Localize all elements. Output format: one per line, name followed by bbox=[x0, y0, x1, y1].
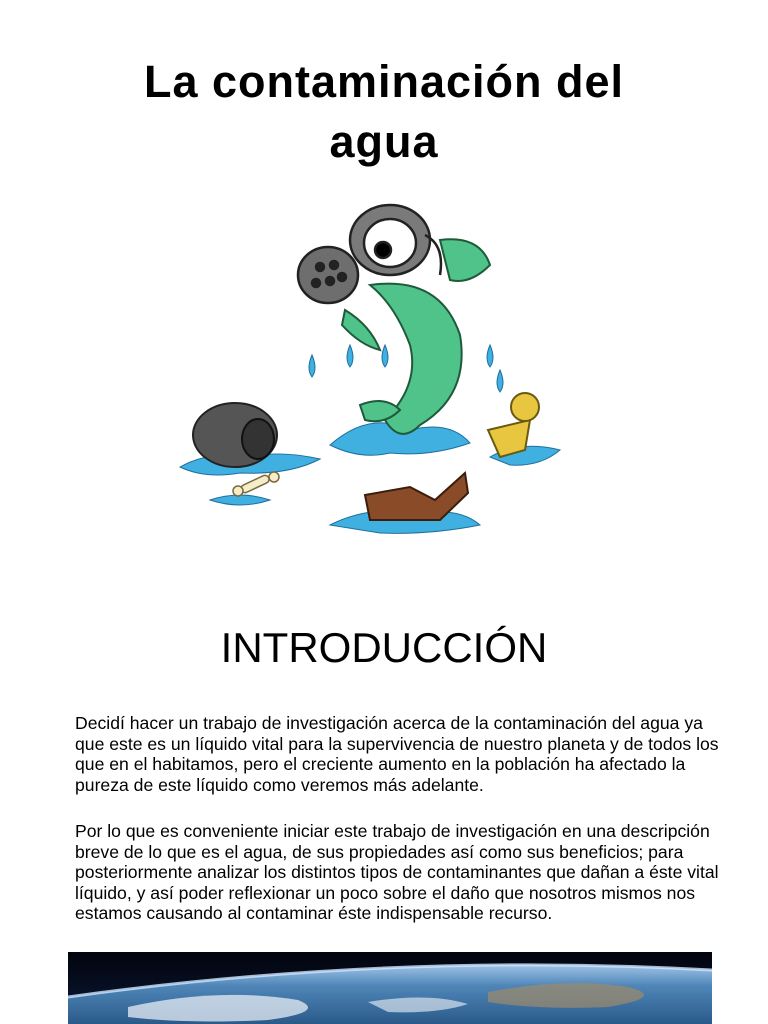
fish-icon bbox=[342, 239, 490, 434]
fish-gas-mask-illustration bbox=[170, 195, 570, 545]
bone-icon bbox=[233, 472, 279, 496]
intro-paragraph-2: Por lo que es conveniente iniciar este trabajo de investigación en una descripción breve de lo que es el agua, de sus propiedades así como sus beneficios; para posteriormente analizar los distintos tipos de contaminantes que dañan a éste vital líquido, y así poder reflexionar un poco sobre el daño que nosotros mismos nos estamos causando al contaminar éste indispensable recurso. bbox=[75, 821, 719, 923]
intro-paragraph-1: Decidí hacer un trabajo de investigación acerca de la contaminación del agua ya que este es un líquido vital para la supervivencia de nuestro planeta y de todos los que en el habitamos, pero el creciente aumento en la población ha afectado la pureza de este líquido como veremos más adelante. bbox=[75, 713, 719, 795]
title-line-1: La contaminación del bbox=[143, 56, 625, 107]
earth-photo bbox=[68, 952, 712, 1024]
title-line-2: agua bbox=[329, 116, 439, 167]
tire-icon bbox=[193, 403, 277, 467]
page-title bbox=[0, 52, 768, 172]
section-heading: INTRODUCCIÓN bbox=[220, 624, 548, 671]
